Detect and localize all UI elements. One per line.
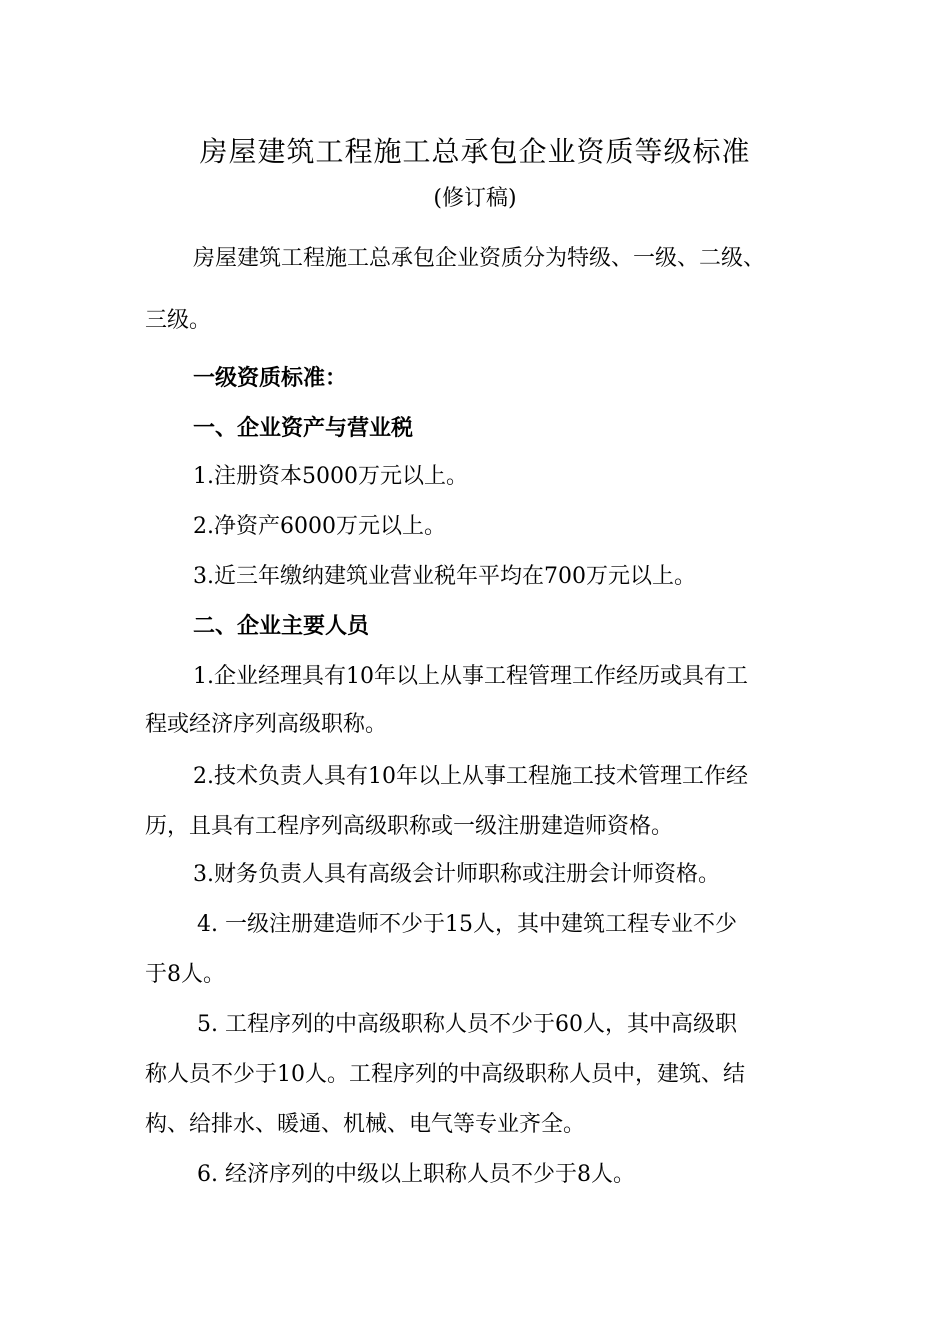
- document-title: 房屋建筑工程施工总承包企业资质等级标准: [199, 135, 751, 168]
- section-1-item-3: 3.近三年缴纳建筑业营业税年平均在700万元以上。: [193, 564, 696, 589]
- section-2-item-5-line-3: 构、给排水、暖通、机械、电气等专业齐全。: [145, 1112, 586, 1137]
- document-subtitle: (修订稿): [433, 186, 517, 211]
- intro-paragraph-line-1: 房屋建筑工程施工总承包企业资质分为特级、一级、二级、: [193, 246, 766, 271]
- intro-paragraph-line-2: 三级。: [145, 308, 212, 333]
- section-2-item-6: 6. 经济序列的中级以上职称人员不少于8人。: [197, 1162, 635, 1187]
- section-2-item-3: 3.财务负责人具有高级会计师职称或注册会计师资格。: [193, 862, 720, 887]
- section-2-item-4-line-2: 于8人。: [145, 962, 225, 987]
- section-2-heading: 二、企业主要人员: [193, 614, 370, 639]
- section-2-item-4-line-1: 4. 一级注册建造师不少于15人，其中建筑工程专业不少: [197, 912, 737, 937]
- section-2-item-5-line-2: 称人员不少于10人。工程序列的中高级职称人员中，建筑、结: [145, 1062, 745, 1087]
- section-2-item-1-line-2: 程或经济序列高级职称。: [145, 712, 388, 737]
- level-heading: 一级资质标准：: [193, 366, 348, 391]
- section-1-item-2: 2.净资产6000万元以上。: [193, 514, 446, 539]
- section-1-item-1: 1.注册资本5000万元以上。: [193, 464, 468, 489]
- section-2-item-5-line-1: 5. 工程序列的中高级职称人员不少于60人，其中高级职: [197, 1012, 737, 1037]
- section-1-heading: 一、企业资产与营业税: [193, 416, 414, 441]
- section-2-item-2-line-2: 历，且具有工程序列高级职称或一级注册建造师资格。: [145, 814, 674, 839]
- section-2-item-2-line-1: 2.技术负责人具有10年以上从事工程施工技术管理工作经: [193, 764, 748, 789]
- section-2-item-1-line-1: 1.企业经理具有10年以上从事工程管理工作经历或具有工: [193, 664, 748, 689]
